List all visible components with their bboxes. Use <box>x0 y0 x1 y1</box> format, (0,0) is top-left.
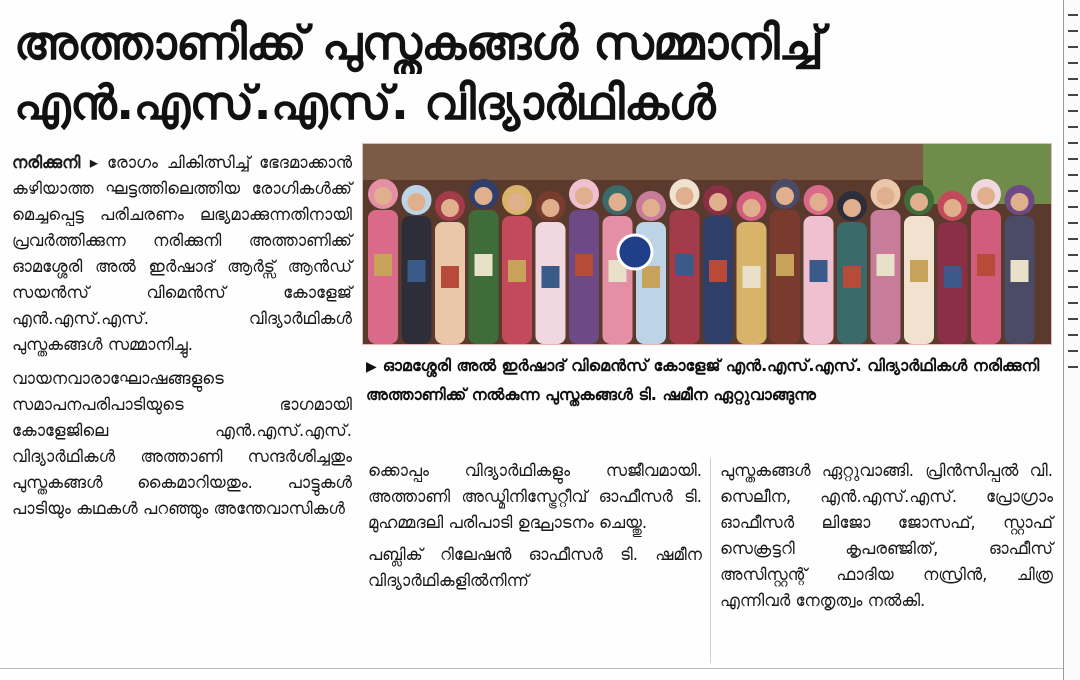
paragraph-3: ക്കൊപ്പം വിദ്യാർഥികളും സജീവമായി. അത്താണി അഡ്മിനിസ്ട്രേറ്റീവ് ഓഫീസർ ടി. മുഹമ്മദലി പരിപാടി ഉദ്ഘാടനം ചെയ്തു. <box>368 461 702 532</box>
headline-line-2: എൻ.എസ്.എസ്. വിദ്യാർഥികൾ <box>14 76 716 131</box>
dateline: നരിക്കുനി ▸ <box>12 153 99 172</box>
caption-marker-icon: ▶ <box>366 359 377 375</box>
article-column-2 <box>368 458 702 594</box>
news-photo <box>362 143 1052 345</box>
paragraph-4: പബ്ലിക് റിലേഷൻ ഓഫീസർ ടി. ഷമീന വിദ്യാർഥികളിൽനിന്ന് <box>368 545 702 590</box>
paragraph-2: വായനവാരാഘോഷങ്ങളുടെ സമാപനപരിപാടിയുടെ ഭാഗമായി കോളേജിലെ എൻ.എസ്.എസ്. വിദ്യാർഥികൾ അത്താണി സന്ദർശിച്ചതും പുസ്തകങ്ങൾ കൈമാറിയതും. പാട്ടുകൾ പാടിയും കഥകൾ പറഞ്ഞും അന്തേവാസികൾ <box>12 369 352 518</box>
paragraph-5: പുസ്തകങ്ങൾ ഏറ്റുവാങ്ങി. പ്രിൻസിപ്പൽ വി. സെലീന, എൻ.എസ്.എസ്. പ്രോഗ്രാം ഓഫീസർ ലിജോ ജോസഫ്, സ്റ്റാഫ് സെക്രട്ടറി കൃപരഞ്ജിത്, ഓഫീസ് അസിസ്റ്റന്റ് ഫാദിയ നസ്രിൻ, ചിത്ര എന്നിവർ നേതൃത്വം നൽകി. <box>720 461 1053 610</box>
article-column-1 <box>12 150 352 522</box>
adjacent-column-edge <box>1063 0 1080 680</box>
headline-line-1: അത്താണിക്ക് പുസ്തകങ്ങൾ സമ്മാനിച്ച് <box>14 16 824 71</box>
group-photo-illustration <box>363 144 1051 344</box>
caption-text: ഓമശ്ശേരി അൽ ഇർഷാദ് വിമെൻസ് കോളേജ് എൻ.എസ്.എസ്. വിദ്യാർഥികൾ നരിക്കുനി അത്താണിക്ക് നൽകുന്ന പുസ്തകങ്ങൾ ടി. ഷമീന ഏറ്റുവാങ്ങുന്നു <box>366 356 1040 404</box>
photo-caption <box>366 352 1046 408</box>
bottom-rule <box>0 668 1063 669</box>
column-divider <box>710 458 711 663</box>
article-column-3 <box>720 458 1053 614</box>
headline <box>14 14 1044 134</box>
paragraph-1-text: രോഗം ചികിത്സിച്ച് ഭേദമാക്കാൻ കഴിയാത്ത ഘട്ടത്തിലെത്തിയ രോഗികൾക്ക് മെച്ചപ്പെട്ട പരിചരണം ലഭ്യമാക്കുന്നതിനായി പ്രവർത്തിക്കുന്ന നരിക്കുനി അത്താണിക്ക് ഓമശ്ശേരി അൽ ഇർഷാദ് ആർട്സ് ആൻഡ് സയൻസ് വിമെൻസ് കോളേജ് എൻ.എസ്.എസ്. വിദ്യാർഥികൾ പുസ്തകങ്ങൾ സമ്മാനിച്ചു. <box>12 153 352 354</box>
paragraph-1 <box>12 150 352 358</box>
